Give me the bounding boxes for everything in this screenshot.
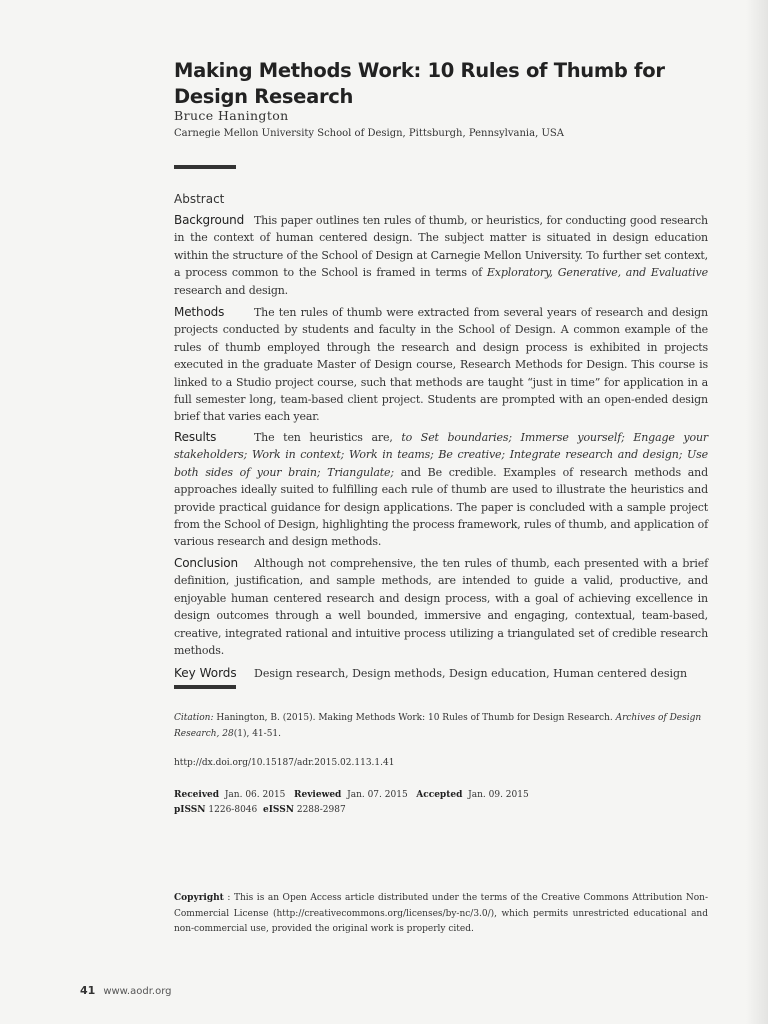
author-affiliation: Carnegie Mellon University School of Design, Pittsburgh, Pennsylvania, USA	[174, 128, 564, 139]
citation-text: Hanington, B. (2015). Making Methods Work: 10 Rules of Thumb for Design Research.	[213, 713, 616, 723]
pissn-label: pISSN	[174, 805, 206, 815]
results-text-end: and Be credible. Examples of research methods and approaches ideally suited to fulfilling each rule of thumb are used to illustrate the heuristics and provide practical guidance for design applications. The paper is concluded with a sample project from the School of Design, highlighting the process framework, rules of thumb, and application of various research and design methods.	[174, 465, 709, 549]
results-label: Results	[174, 430, 217, 444]
methods-label: Methods	[174, 305, 225, 319]
reviewed-date: Jan. 07. 2015	[347, 790, 408, 800]
copyright-label: Copyright	[174, 893, 224, 903]
title-divider	[174, 165, 236, 169]
eissn-value: 2288-2987	[296, 805, 346, 815]
keywords-text: Design research, Design methods, Design education, Human centered design	[254, 667, 688, 680]
page-edge-shadow	[746, 0, 768, 1024]
abstract-methods	[174, 304, 708, 426]
methods-text: The ten rules of thumb were extracted from several years of research and design projects conducted by students and faculty in the School of Design. A common example of the rules of thumb employed through the research and design process is exhibited in projects executed in the graduate Master of Design course, Research Methods for Design. This course is linked to a Studio project course, such that methods are taught “just in time” for application in a full semester long, team-based client project. Students are prompted with an open-ended design brief that varies each year.	[174, 306, 708, 424]
pissn-value: 1226-8046	[208, 805, 258, 815]
citation-label: Citation:	[174, 713, 214, 723]
keywords-divider	[174, 685, 236, 689]
abstract-background	[174, 212, 708, 299]
reviewed-label: Reviewed	[294, 790, 342, 800]
received-label: Received	[174, 790, 220, 800]
publication-dates	[174, 788, 529, 818]
issn-line	[174, 803, 529, 818]
copyright-notice	[174, 891, 708, 938]
doi-link[interactable]: http://dx.doi.org/10.15187/adr.2015.02.113.1.41	[174, 758, 395, 768]
keywords-label: Key Words	[174, 666, 237, 680]
abstract-conclusion	[174, 555, 708, 659]
accepted-label: Accepted	[416, 790, 463, 800]
background-label: Background	[174, 213, 245, 227]
conclusion-label: Conclusion	[174, 556, 238, 570]
abstract-heading: Abstract	[174, 192, 225, 206]
page-number: 41	[80, 984, 96, 997]
citation-issue: (1), 41-51.	[233, 728, 282, 739]
background-text-italic: Exploratory, Generative, and Evaluative	[486, 266, 708, 280]
footer-website[interactable]: www.aodr.org	[103, 986, 172, 997]
dates-line	[174, 788, 529, 803]
abstract-results	[174, 429, 708, 551]
page-footer	[80, 984, 171, 997]
citation-journal: Archives of Design Research, 28	[174, 713, 702, 739]
eissn-label: eISSN	[263, 805, 294, 815]
citation-block	[174, 711, 708, 742]
copyright-text: : This is an Open Access article distributed under the terms of the Creative Commons Attribution Non-Commercial License (http://creativecommons.org/licenses/by-nc/3.0/), which permits unrestricted educational and non-commercial use, provided the original work is properly cited.	[174, 893, 708, 934]
conclusion-text: Although not comprehensive, the ten rules of thumb, each presented with a brief definition, justification, and sample methods, are intended to guide a valid, productive, and enjoyable human centered research and design process, with a goal of achieving excellence in design outcomes through a well bounded, immersive and engaging, contextual, team-based, creative, integrated rational and intuitive process utilizing a triangulated set of credible research methods.	[174, 557, 708, 658]
received-date: Jan. 06. 2015	[224, 790, 286, 800]
background-text-end: research and design.	[174, 283, 288, 297]
background-text: This paper outlines ten rules of thumb, or heuristics, for conducting good research in the context of human centered design. The subject matter is situated in design education within the structure of the School of Design at Carnegie Mellon University. To further set context, a process common to the School is framed in terms of	[174, 214, 708, 280]
results-text: The ten heuristics are,	[254, 431, 402, 444]
author-name: Bruce Hanington	[174, 108, 289, 123]
accepted-date: Jan. 09. 2015	[468, 790, 529, 800]
results-text-italic: to Set boundaries; Immerse yourself; Engage your stakeholders; Work in context; Work in teams; Be creative; Integrate research and design; Use both sides of your brain; Triangulate;	[174, 431, 708, 479]
paper-title: Making Methods Work: 10 Rules of Thumb for Design Research	[174, 59, 665, 108]
